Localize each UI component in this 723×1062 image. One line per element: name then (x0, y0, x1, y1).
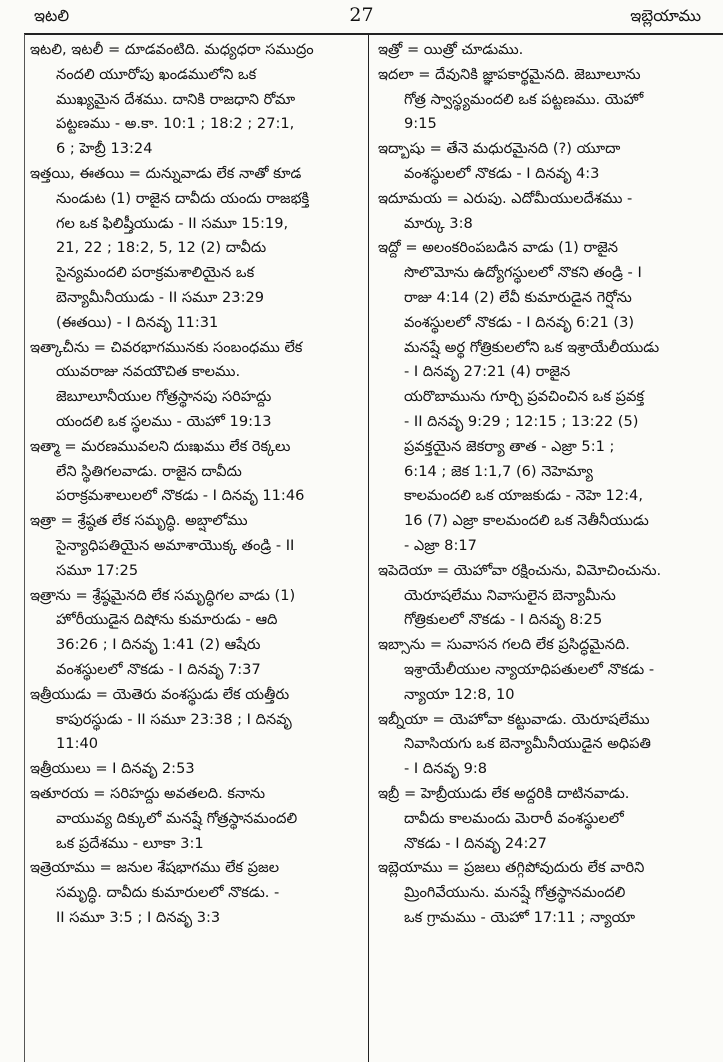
entry-headline: ఇద్బాషు = తేనె మధురమైనది (?) యూదా (378, 140, 621, 158)
entry-headline: ఇదూమయ = ఎరుపు. ఎదోమీయులదేశము - (378, 189, 633, 207)
entry-continuation-line: దావీదు కాలమందు మెరారీ వంశస్థులలో (404, 809, 624, 827)
entry-continuation-line: వంశస్థులలో నొకడు - I దినవృ 4:3 (404, 164, 600, 182)
entry-continuation-line: గల ఒక ఫిలిష్తీయుడు - II సమూ 15:19, (56, 214, 289, 232)
dictionary-entry (30, 162, 360, 336)
entry-headline: ఇత్రాను = శ్రేష్ఠమైనది లేక సమృద్ధిగల వాడు (1) (30, 586, 296, 604)
entry-headline: ఇబ్సాను = సువాసన గలది లేక ప్రసిద్ధమైనది. (378, 636, 630, 654)
dictionary-entry (378, 137, 718, 187)
dictionary-entry (30, 683, 360, 757)
dictionary-entry (378, 38, 718, 63)
dictionary-entry (378, 782, 718, 856)
entry-headline: ఇద్దో = అలంకరింపబడిన వాడు (1) రాజైన (378, 239, 619, 257)
entry-continuation-line: సమృద్ధి. దావీదు కుమారులలో నొకడు. - (56, 884, 280, 902)
entry-continuation-line: ఒక ప్రదేశము - లూకా 3:1 (56, 834, 204, 852)
entry-continuation-line: వంశస్థులలో నొకడు - I దినవృ 7:37 (56, 660, 261, 678)
entry-continuation-line: - ఎజ్రా 8:17 (404, 536, 477, 554)
entry-continuation-line: 6:14 ; జెక 1:1,7 (6) నెహెమ్యా (404, 462, 593, 480)
entry-continuation-line: - I దినవృ 9:8 (404, 760, 488, 778)
entry-continuation-line: యెరూషలేము నివాసులైన బెన్యామీను (404, 586, 616, 604)
entry-continuation-line: 21, 22 ; 18:2, 5, 12 (2) దావీదు (56, 239, 267, 257)
entry-continuation-line: ప్రవక్తయైన జెకర్యా తాత - ఎజ్రా 5:1 ; (404, 437, 615, 455)
entry-continuation-line: II సమూ 3:5 ; I దినవృ 3:3 (56, 908, 221, 926)
entry-continuation-line: సైన్యాధిపతియైన అమాశాయొక్క తండ్రి - II (56, 536, 295, 554)
entry-continuation-line: (ఈతయి) - I దినవృ 11:31 (56, 313, 219, 331)
column-divider (368, 34, 369, 1062)
entry-headline: ఇదలా = దేవునికి జ్ఞాపకార్థమైనది. జెబూలూను (378, 65, 641, 83)
entry-headline: ఇపెదెయా = యెహోవా రక్షించును, విమోచించును. (378, 561, 662, 579)
entry-continuation-line: మనష్షే అర్థ గోత్రికులలోని ఒక ఇశ్రాయేలీయుడు (404, 338, 660, 356)
dictionary-entry (378, 633, 718, 707)
entry-continuation-line: నివాసియగు ఒక బెన్యామీనీయుడైన అధిపతి (404, 735, 651, 753)
entry-continuation-line: కాపురస్థుడు - II సమూ 23:38 ; I దినవృ (56, 710, 292, 728)
entry-headline: ఇత్రీయులు = I దినవృ 2:53 (30, 760, 195, 778)
header-right-guide-word: ఇబ్లెయాము (630, 6, 701, 25)
entry-headline: ఇబ్నీయా = యెహోవా కట్టువాడు. యెరూషలేము (378, 710, 650, 728)
entry-continuation-line: 11:40 (56, 735, 99, 753)
right-column (378, 38, 718, 1062)
left-column (30, 38, 360, 1062)
entry-continuation-line: ముఖ్యమైన దేశము. దానికి రాజధాని రోమా (56, 90, 296, 108)
entry-continuation-line: వంశస్థులలో నొకడు - I దినవృ 6:21 (3) (404, 313, 635, 331)
entry-continuation-line: సమూ 17:25 (56, 561, 139, 579)
dictionary-entry (30, 757, 360, 782)
header-left-guide-word: ఇటలి (34, 6, 70, 25)
entry-headline: ఇబ్లెయాము = ప్రజలు తగ్గిపోవుదురు లేక వారిని (378, 859, 645, 877)
entry-headline: ఇత్రో = యిత్రో చూడుము. (378, 41, 524, 58)
entry-continuation-line: - I దినవృ 27:21 (4) రాజైన (404, 363, 571, 381)
entry-continuation-line: యువరాజు నవయౌచిత కాలము. (56, 363, 241, 381)
dictionary-entry (378, 63, 718, 137)
entry-headline: ఇబ్రీ = హెబ్రీయుడు లేక అద్దరికి దాటినవాడు. (378, 784, 630, 802)
entry-continuation-line: లేని స్థితిగలవాడు. రాజైన దావీదు (56, 462, 242, 480)
entry-headline: ఇత్కాచీను = చివరభాగమునకు సంబంధము లేక (30, 338, 303, 356)
left-margin-rule (24, 34, 25, 1062)
page-header (0, 0, 723, 34)
dictionary-entry (30, 336, 360, 435)
entry-continuation-line: మ్రింగివేయును. మనష్షే గోత్రస్థానమందలి (404, 884, 626, 902)
entry-headline: ఇత్తయి, ఈతయి = దున్నువాడు లేక నాతో కూడ (30, 164, 302, 182)
entry-continuation-line: పరాక్రమశాలులలో నొకడు - I దినవృ 11:46 (56, 487, 305, 505)
entry-continuation-line: హోరీయుడైన దిషోను కుమారుడు - ఆది (56, 611, 278, 629)
entry-continuation-line: ఇశ్రాయేలీయుల న్యాయాధిపతులలో నొకడు - (404, 660, 655, 678)
dictionary-entry (378, 236, 718, 558)
entry-continuation-line: పట్టణము - అ.కా. 10:1 ; 18:2 ; 27:1, (56, 115, 295, 133)
entry-headline: ఇత్రీయుడు = యెతెరు వంశస్థుడు లేక యత్తీరు (30, 685, 290, 703)
entry-continuation-line: 9:15 (404, 115, 437, 133)
entry-continuation-line: యరొబామును గూర్చి ప్రవచించిన ఒక ప్రవక్త (404, 388, 644, 406)
dictionary-entry (30, 435, 360, 509)
entry-continuation-line: వాయువ్య దిక్కులో మనష్షే గోత్రస్థానమందలి (56, 809, 298, 827)
dictionary-entry (378, 187, 718, 237)
entry-headline: ఇత్మా = మరణమువలని దుఃఖము లేక రెక్కలు (30, 437, 291, 455)
entry-continuation-line: జెబూలూనీయుల గోత్రస్థానపు సరిహద్దు (56, 388, 272, 406)
entry-continuation-line: యందలి ఒక స్థలము - యెహో 19:13 (56, 412, 272, 430)
entry-headline: ఇతూరయ = సరిహద్దు అవతలది. కనాను (30, 784, 266, 802)
dictionary-entry (30, 509, 360, 583)
entry-continuation-line: 6 ; హెబ్రీ 13:24 (56, 140, 153, 158)
entry-continuation-line: నుండుట (1) రాజైన దావీదు యందు రాజభక్తి (56, 189, 310, 207)
dictionary-entry (30, 584, 360, 683)
entry-continuation-line: నందలి యూరోపు ఖండములోని ఒక (56, 65, 257, 83)
dictionary-entry (378, 708, 718, 782)
entry-continuation-line: ఒక గ్రామము - యెహో 17:11 ; న్యాయా (404, 908, 636, 926)
entry-headline: ఇత్రెయాము = జనుల శేషభాగము లేక ప్రజల (30, 859, 280, 877)
dictionary-entry (30, 856, 360, 930)
entry-continuation-line: సైన్యమందలి పరాక్రమశాలియైన ఒక (56, 264, 255, 282)
entry-continuation-line: 16 (7) ఎజ్రా కాలమందలి ఒక నెతీనీయుడు (404, 512, 649, 530)
entry-continuation-line: గోత్రికులలో నొకడు - I దినవృ 8:25 (404, 611, 603, 629)
entry-continuation-line: గోత్ర స్వాస్థ్యమందలి ఒక పట్టణము. యెహో (404, 90, 644, 108)
dictionary-entry (378, 559, 718, 633)
dictionary-entry (30, 38, 360, 162)
entry-headline: ఇటలి, ఇటలీ = దూడవంటిది. మధ్యధరా సముద్రం (30, 41, 314, 58)
entry-continuation-line: నొకడు - I దినవృ 24:27 (404, 834, 547, 852)
dictionary-entry (378, 856, 718, 930)
entry-continuation-line: - II దినవృ 9:29 ; 12:15 ; 13:22 (5) (404, 412, 639, 430)
entry-continuation-line: రాజు 4:14 (2) లేవీ కుమారుడైన గెర్షోను (404, 288, 632, 306)
entry-continuation-line: సొలొమోను ఉద్యోగస్థులలో నొకని తండ్రి - I (404, 264, 642, 282)
dictionary-entry (30, 782, 360, 856)
entry-headline: ఇత్రా = శ్రేష్ఠత లేక సమృద్ధి. అబ్షాలోము (30, 512, 248, 530)
entry-continuation-line: బెన్యామీనీయుడు - II సమూ 23:29 (56, 288, 265, 306)
entry-continuation-line: మార్కు 3:8 (404, 214, 473, 232)
page-number: 27 (349, 4, 374, 26)
entry-continuation-line: కాలమందలి ఒక యాజకుడు - నెహె 12:4, (404, 487, 643, 505)
entry-continuation-line: 36:26 ; I దినవృ 1:41 (2) ఆషేరు (56, 636, 261, 654)
header-rule (24, 33, 723, 35)
entry-continuation-line: న్యాయా 12:8, 10 (404, 685, 515, 703)
